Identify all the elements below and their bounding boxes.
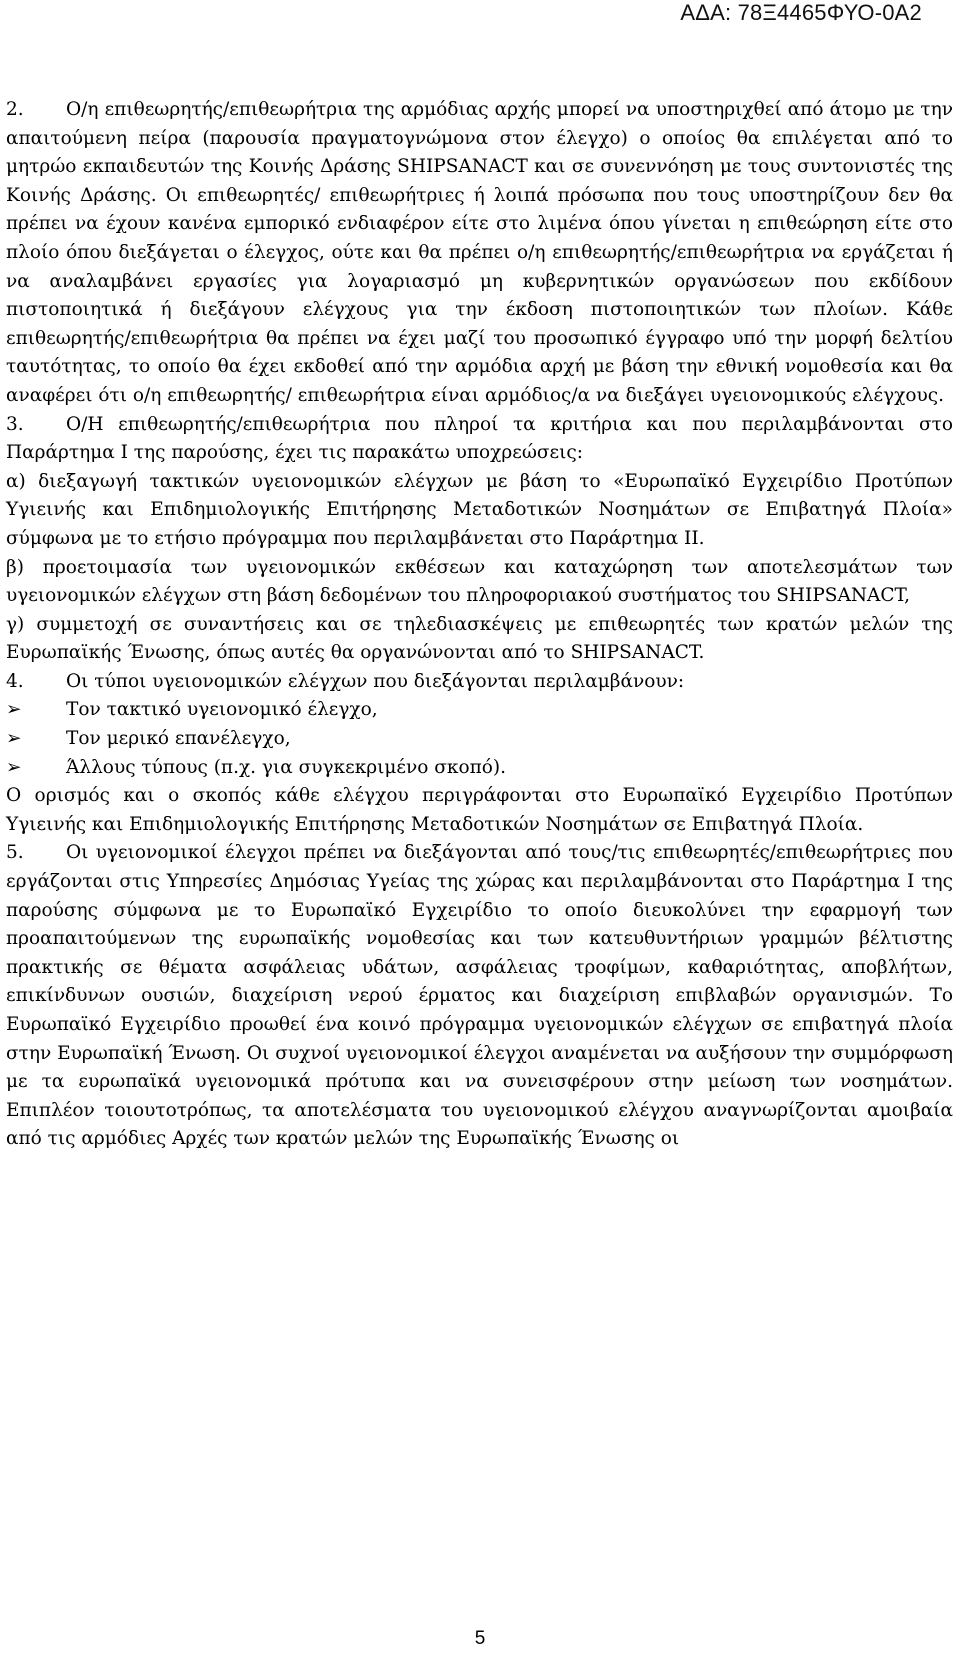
paragraph-number: 2. (6, 99, 24, 120)
paragraph-number: 5. (6, 842, 24, 864)
obligation-c: γ) συμμετοχή σε συναντήσεις και σε τηλεδιασκέψεις με επιθεωρητές των κρατών μελών της Ευρωπαϊκής Ένωσης, όπως αυτές θα οργανώνονται από το SHIPSANACT. (6, 613, 953, 664)
paragraph-4-after: Ο ορισμός και ο σκοπός κάθε ελέγχου περιγράφονται στο Ευρωπαϊκό Εγχειρίδιο Προτύπων Υγιεινής και Επιδημιολογικής Επιτήρησης Μεταδοτικών Νοσημάτων σε Επιβατηγά Πλοία. (6, 785, 953, 835)
list-item-text: Άλλους τύπους (π.χ. για συγκεκριμένο σκοπό). (66, 756, 506, 778)
list-item-text: Τον μερικό επανέλεγχο, (66, 728, 291, 750)
arrow-bullet-icon: ➢ (6, 699, 22, 721)
ada-identifier: ΑΔΑ: 78Ξ4465ΦΥΟ-0Α2 (680, 0, 922, 25)
list-item (6, 754, 953, 783)
paragraph-5 (6, 839, 953, 1154)
arrow-bullet-icon: ➢ (6, 756, 22, 778)
arrow-bullet-icon: ➢ (6, 728, 22, 750)
paragraph-3-intro (6, 411, 953, 468)
paragraph-number: 4. (6, 670, 24, 692)
obligation-a: α) διεξαγωγή τακτικών υγειονομικών ελέγχων με βάση το «Ευρωπαϊκό Εγχειρίδιο Προτύπων Υγιεινής και Επιδημιολογικής Επιτήρησης Μεταδοτικών Νοσημάτων σε Επιβατηγά Πλοία» σύμφωνα με το ετήσιο πρόγραμμα που περιλαμβάνεται στο Παράρτημα ΙΙ. (6, 470, 953, 549)
list-item-text: Τον τακτικό υγειονομικό έλεγχο, (66, 699, 378, 721)
document-body (6, 96, 953, 1154)
list-item (6, 725, 953, 754)
obligation-b: β) προετοιμασία των υγειονομικών εκθέσεων και καταχώρηση των αποτελεσμάτων των υγειονομικών ελέγχων στη βάση δεδομένων του πληροφοριακού συστήματος του SHIPSANACT, (6, 556, 953, 607)
paragraph-2 (6, 96, 953, 411)
paragraph-text: Ο/Η επιθεωρητής/επιθεωρήτρια που πληροί τα κριτήρια και που περιλαμβάνονται στο Παράρτημα Ι της παρούσης, έχει τις παρακάτω υποχρεώσεις: (6, 413, 953, 464)
paragraph-number: 3. (6, 413, 24, 435)
paragraph-4-intro (6, 668, 953, 697)
list-item (6, 696, 953, 725)
paragraph-text: Οι υγειονομικοί έλεγχοι πρέπει να διεξάγονται από τους/τις επιθεωρητές/επιθεωρήτριες που εργάζονται στις Υπηρεσίες Δημόσιας Υγείας της χώρας και περιλαμβάνονται στο Παράρτημα Ι της παρούσης σύμφωνα με το Ευρωπαϊκό Εγχειρίδιο το οποίο διευκολύνει την εφαρμογή των προαπαιτούμενων της ευρωπαϊκής νομοθεσίας και των κατευθυντήριων γραμμών βέλτιστης πρακτικής σε θέματα ασφάλειας υδάτων, ασφάλειας τροφίμων, καθαριότητας, αποβλήτων, επικίνδυνων ουσιών, διαχείριση νερού έρματος και διαχείριση επιβλαβών οργανισμών. Το Ευρωπαϊκό Εγχειρίδιο προωθεί ένα κοινό πρόγραμμα υγειονομικών ελέγχων σε επιβατηγά πλοία στην Ευρωπαϊκή Ένωση. Οι συχνοί υγειονομικοί έλεγχοι αναμένεται να αυξήσουν την συμμόρφωση με τα ευρωπαϊκά υγειονομικά πρότυπα και να συνεισφέρουν στην μείωση των νοσημάτων. Επιπλέον τοιουτοτρόπως, τα αποτελέσματα του υγειονομικού ελέγχου αναγνωρίζονται αμοιβαία από τις αρμόδιες Αρχές των κρατών μελών της Ευρωπαϊκής Ένωσης οι (6, 842, 953, 1150)
paragraph-text: O/η επιθεωρητής/επιθεωρήτρια της αρμόδιας αρχής μπορεί να υποστηριχθεί από άτομο με την απαιτούμενη πείρα (παρουσία πραγματογνώμονα στον έλεγχο) ο οποίος θα επιλέγεται από το μητρώο εκπαιδευτών της Κοινής Δράσης SHIPSANACT και σε συνεννόηση με τους συντονιστές της Κοινής Δράσης. Οι επιθεωρητές/ επιθεωρήτριες ή λοιπά πρόσωπα που τους υποστηρίζουν δεν θα πρέπει να έχουν κανένα εμπορικό ενδιαφέρον είτε στο λιμένα όπου γίνεται η επιθεώρηση είτε στο πλοίο όπου διεξάγεται ο έλεγχος, ούτε και θα πρέπει ο/η επιθεωρητής/επιθεωρήτρια να εργάζεται ή να αναλαμβάνει εργασίες για λογαριασμό μη κυβερνητικών οργανώσεων που εκδίδουν πιστοποιητικά ή διεξάγουν ελέγχους για την έκδοση πιστοποιητικών των πλοίων. Κάθε επιθεωρητής/επιθεωρήτρια θα πρέπει να έχει μαζί του προσωπικό έγγραφο υπό την μορφή δελτίου ταυτότητας, το οποίο θα έχει εκδοθεί από την αρμόδια αρχή με βάση την εθνική νομοθεσία και θα αναφέρει ότι ο/η επιθεωρητής/ επιθεωρήτρια είναι αρμόδιος/α να διεξάγει υγειονομικούς ελέγχους. (6, 99, 953, 406)
paragraph-text: Οι τύποι υγειονομικών ελέγχων που διεξάγονται περιλαμβάνουν: (66, 670, 685, 692)
page-number: 5 (474, 1628, 486, 1649)
